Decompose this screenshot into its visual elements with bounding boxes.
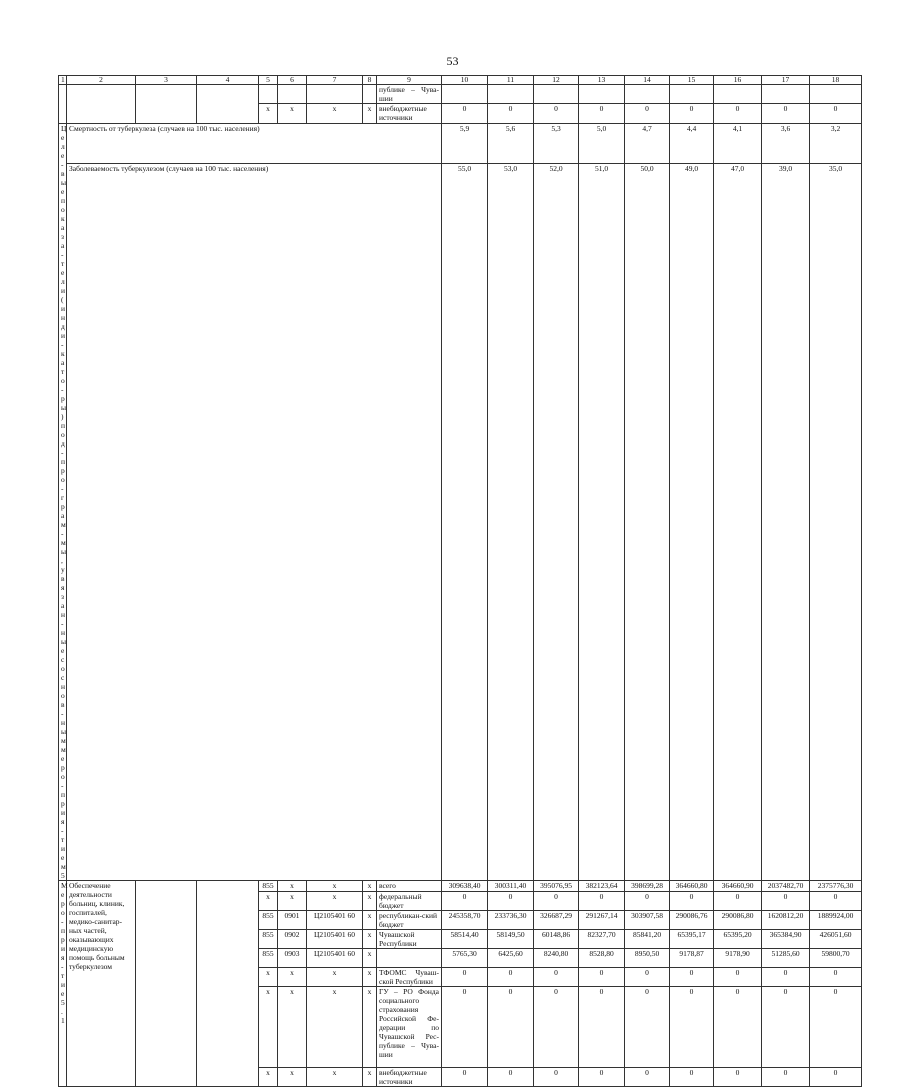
value-cell: 0 (579, 968, 625, 987)
source-cell: внебюджетные источники (377, 104, 442, 124)
value-cell: 2037482,70 (762, 881, 810, 892)
table-cell (67, 85, 136, 124)
value-cell: 60148,86 (534, 930, 579, 949)
value-cell: 303907,58 (625, 911, 670, 930)
value-cell: 0 (670, 987, 714, 1068)
source-cell: публике – Чува-шии (377, 85, 442, 104)
value-cell: 35,0 (810, 164, 862, 881)
header-cell: 9 (377, 76, 442, 85)
value-cell: 5,3 (534, 124, 579, 164)
table-cell (136, 85, 197, 124)
table-cell (59, 85, 67, 124)
value-cell: 53,0 (488, 164, 534, 881)
code-cell: Ц2105401 60 (307, 911, 363, 930)
value-cell: 65395,20 (714, 930, 762, 949)
header-cell: 6 (278, 76, 307, 85)
target-row (59, 164, 862, 881)
value-cell: 0 (488, 104, 534, 124)
value-cell: 0 (670, 1068, 714, 1087)
table-cell (136, 881, 197, 1087)
value-cell: 82327,70 (579, 930, 625, 949)
header-cell: 5 (259, 76, 278, 85)
code-cell: х (307, 881, 363, 892)
value-cell: 426051,60 (810, 930, 862, 949)
header-cell: 1 (59, 76, 67, 85)
value-cell: 39,0 (762, 164, 810, 881)
code-cell: 0903 (278, 949, 307, 968)
value-cell: 0 (670, 892, 714, 911)
code-cell: х (363, 892, 377, 911)
value-cell: 326687,29 (534, 911, 579, 930)
header-cell: 7 (307, 76, 363, 85)
table-cell (259, 85, 278, 104)
value-cell: 55,0 (442, 164, 488, 881)
value-cell (714, 85, 762, 104)
targets-label: Целе-вые показа-тели (инди-като-ры) под-про-грам-мы, увязан-ные с основ-ным меро-прия-тием 5 (59, 124, 67, 881)
source-cell: ГУ – РО Фонда социального страхования Российской Фе-дерации по Чувашской Рес-публике – Чува-шии (377, 987, 442, 1068)
table-body (59, 76, 862, 1087)
code-cell: х (363, 930, 377, 949)
value-cell: 1889924,00 (810, 911, 862, 930)
code-cell: х (363, 104, 377, 124)
value-cell: 0 (442, 968, 488, 987)
value-cell: 0 (810, 987, 862, 1068)
value-cell: 5,0 (579, 124, 625, 164)
value-cell: 0 (625, 1068, 670, 1087)
code-cell: х (307, 892, 363, 911)
value-cell: 0 (810, 968, 862, 987)
value-cell: 65395,17 (670, 930, 714, 949)
table-row (59, 85, 862, 104)
measure-row (59, 881, 862, 892)
value-cell: 2375776,30 (810, 881, 862, 892)
code-cell: х (278, 881, 307, 892)
value-cell: 51285,60 (762, 949, 810, 968)
header-cell: 15 (670, 76, 714, 85)
value-cell: 0 (534, 104, 579, 124)
value-cell: 364660,80 (670, 881, 714, 892)
value-cell: 0 (534, 1068, 579, 1087)
code-cell: х (307, 104, 363, 124)
value-cell: 0 (534, 892, 579, 911)
value-cell: 0 (714, 1068, 762, 1087)
code-cell: х (307, 968, 363, 987)
value-cell: 52,0 (534, 164, 579, 881)
code-cell: Ц2105401 60 (307, 930, 363, 949)
value-cell: 4,1 (714, 124, 762, 164)
value-cell (810, 85, 862, 104)
header-cell: 4 (197, 76, 259, 85)
value-cell: 5,6 (488, 124, 534, 164)
source-cell: всего (377, 881, 442, 892)
value-cell: 365384,90 (762, 930, 810, 949)
code-cell: х (363, 881, 377, 892)
value-cell: 8950,50 (625, 949, 670, 968)
value-cell: 8240,80 (534, 949, 579, 968)
code-cell: х (259, 104, 278, 124)
value-cell: 4,4 (670, 124, 714, 164)
value-cell: 0 (714, 968, 762, 987)
value-cell: 0 (534, 968, 579, 987)
value-cell: 0 (579, 987, 625, 1068)
value-cell (579, 85, 625, 104)
value-cell: 49,0 (670, 164, 714, 881)
value-cell: 0 (442, 104, 488, 124)
page-number: 53 (446, 54, 459, 68)
budget-table (58, 75, 862, 1087)
value-cell: 47,0 (714, 164, 762, 881)
value-cell: 0 (579, 104, 625, 124)
value-cell: 9178,90 (714, 949, 762, 968)
value-cell: 1620812,20 (762, 911, 810, 930)
code-cell: Ц2105401 60 (307, 949, 363, 968)
value-cell: 0 (810, 104, 862, 124)
code-cell: х (259, 987, 278, 1068)
value-cell: 398699,28 (625, 881, 670, 892)
value-cell (488, 85, 534, 104)
value-cell: 3,2 (810, 124, 862, 164)
value-cell: 4,7 (625, 124, 670, 164)
source-cell (377, 949, 442, 968)
value-cell: 0 (625, 104, 670, 124)
value-cell: 0 (762, 968, 810, 987)
value-cell: 0 (625, 968, 670, 987)
value-cell: 0 (670, 104, 714, 124)
value-cell: 0 (714, 892, 762, 911)
value-cell: 51,0 (579, 164, 625, 881)
value-cell: 0 (579, 892, 625, 911)
table-cell (363, 85, 377, 104)
code-cell: х (278, 968, 307, 987)
value-cell: 59800,70 (810, 949, 862, 968)
target-name: Смертность от туберкулеза (случаев на 100 тыс. населения) (67, 124, 442, 164)
code-cell: х (363, 1068, 377, 1087)
source-cell: Чувашской Республики (377, 930, 442, 949)
value-cell: 0 (625, 987, 670, 1068)
value-cell: 0 (442, 1068, 488, 1087)
code-cell: х (363, 987, 377, 1068)
header-cell: 18 (810, 76, 862, 85)
header-cell: 16 (714, 76, 762, 85)
value-cell: 0 (714, 104, 762, 124)
source-cell: внебюджетные источники (377, 1068, 442, 1087)
value-cell: 0 (442, 892, 488, 911)
value-cell: 0 (762, 104, 810, 124)
value-cell: 0 (670, 968, 714, 987)
source-cell: федеральный бюджет (377, 892, 442, 911)
table-cell (197, 881, 259, 1087)
value-cell: 50,0 (625, 164, 670, 881)
header-cell: 17 (762, 76, 810, 85)
measure-label: Меро-прия-тие 5.1 (59, 881, 67, 1087)
value-cell (534, 85, 579, 104)
code-cell: х (307, 1068, 363, 1087)
measure-name: Обеспечение деятельности больниц, клиник, госпиталей, медико-санитар-ных частей, оказывающих медицинскую помощь больным туберкулезом (67, 881, 136, 1087)
value-cell: 0 (442, 987, 488, 1068)
code-cell: 0901 (278, 911, 307, 930)
code-cell: 855 (259, 911, 278, 930)
code-cell: 855 (259, 949, 278, 968)
header-cell: 11 (488, 76, 534, 85)
value-cell: 0 (534, 987, 579, 1068)
value-cell: 382123,64 (579, 881, 625, 892)
code-cell: х (307, 987, 363, 1068)
value-cell: 290086,80 (714, 911, 762, 930)
header-cell: 2 (67, 76, 136, 85)
value-cell: 0 (810, 1068, 862, 1087)
value-cell: 395076,95 (534, 881, 579, 892)
value-cell: 0 (762, 1068, 810, 1087)
header-cell: 14 (625, 76, 670, 85)
target-name: Заболеваемость туберкулезом (случаев на 100 тыс. населения) (67, 164, 442, 881)
value-cell: 8528,80 (579, 949, 625, 968)
code-cell: 855 (259, 930, 278, 949)
header-cell: 12 (534, 76, 579, 85)
value-cell: 300311,40 (488, 881, 534, 892)
value-cell: 309638,40 (442, 881, 488, 892)
value-cell: 0 (488, 968, 534, 987)
value-cell: 0 (488, 1068, 534, 1087)
value-cell: 0 (762, 987, 810, 1068)
value-cell: 6425,60 (488, 949, 534, 968)
header-row (59, 76, 862, 85)
value-cell: 5,9 (442, 124, 488, 164)
value-cell: 9178,87 (670, 949, 714, 968)
value-cell: 291267,14 (579, 911, 625, 930)
value-cell: 0 (810, 892, 862, 911)
value-cell (442, 85, 488, 104)
code-cell: х (278, 892, 307, 911)
value-cell: 0 (579, 1068, 625, 1087)
code-cell: х (278, 104, 307, 124)
value-cell: 364660,90 (714, 881, 762, 892)
header-cell: 10 (442, 76, 488, 85)
code-cell: х (363, 911, 377, 930)
header-cell: 3 (136, 76, 197, 85)
value-cell: 85841,20 (625, 930, 670, 949)
code-cell: х (278, 1068, 307, 1087)
value-cell: 58149,50 (488, 930, 534, 949)
value-cell (670, 85, 714, 104)
value-cell (762, 85, 810, 104)
value-cell: 0 (625, 892, 670, 911)
code-cell: 0902 (278, 930, 307, 949)
header-cell: 13 (579, 76, 625, 85)
code-cell: х (363, 968, 377, 987)
target-row (59, 124, 862, 164)
value-cell: 3,6 (762, 124, 810, 164)
value-cell: 0 (762, 892, 810, 911)
value-cell: 233736,30 (488, 911, 534, 930)
value-cell: 58514,40 (442, 930, 488, 949)
value-cell (625, 85, 670, 104)
value-cell: 0 (488, 987, 534, 1068)
code-cell: х (259, 1068, 278, 1087)
source-cell: республикан-ский бюджет (377, 911, 442, 930)
table-cell (197, 85, 259, 124)
code-cell: х (259, 968, 278, 987)
value-cell: 245358,70 (442, 911, 488, 930)
value-cell: 5765,30 (442, 949, 488, 968)
code-cell: 855 (259, 881, 278, 892)
value-cell: 0 (488, 892, 534, 911)
code-cell: х (363, 949, 377, 968)
value-cell: 290086,76 (670, 911, 714, 930)
source-cell: ТФОМС Чуваш-ской Республики (377, 968, 442, 987)
value-cell: 0 (714, 987, 762, 1068)
code-cell: х (259, 892, 278, 911)
header-cell: 8 (363, 76, 377, 85)
table-cell (307, 85, 363, 104)
code-cell: х (278, 987, 307, 1068)
table-cell (278, 85, 307, 104)
